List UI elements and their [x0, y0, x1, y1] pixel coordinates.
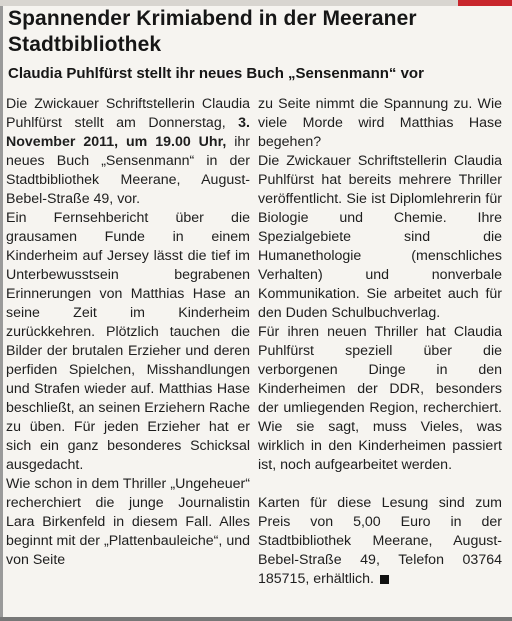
tickets-text: Karten für diese Lesung sind zum Preis von 5,00 Euro in der Stadtbibliothek Meerane, August-Bebel-Straße 49, Telefon 03764 185715, erhältlich.: [258, 495, 502, 587]
tickets-paragraph: [258, 494, 502, 589]
bottom-page-edge: [0, 617, 512, 621]
headline: Spannender Krimiabend in der Meeraner Stadtbibliothek: [8, 7, 417, 56]
article-column-left: [6, 95, 250, 570]
article-column-right: [258, 95, 502, 589]
red-corner-stripe: [458, 0, 512, 6]
intro-paragraph: [6, 95, 250, 209]
research-paragraph: Für ihren neuen Thriller hat Claudia Puhlfürst speziell über die verborgenen Dinge in den Kinderheimen der DDR, besonders der umliegenden Region, recherchiert. Wie sie sagt, muss Vieles, was wirklich in den Kinderheimen passiert ist, noch aufgearbeitet werden.: [258, 324, 502, 473]
end-of-article-square-icon: [380, 575, 389, 584]
plot-paragraph: Ein Fernsehbericht über die grausamen Funde in einem Kinderheim auf Jersey lässt die tief im Unterbewusstsein begrabenen Erinnerungen von Matthias Hase an seine Zeit im Kinderheim zurückkehren. Plötzlich tauchen die Bilder der brutalen Erzieher und deren perfiden Spielchen, Misshandlungen und Strafen wieder auf. Matthias Hase beschließt, an seinen Erziehern Rache zu üben. Für jeden Erzieher hat er sich ein ganz besonderes Schicksal ausgedacht.: [6, 210, 250, 473]
journalist-paragraph: Wie schon in dem Thriller „Ungeheuer“ recherchiert die junge Journalistin Lara Birkenfeld in diesem Fall. Alles beginnt mit der „Plattenbauleiche“, und von Seite: [6, 476, 250, 568]
author-bio-paragraph: Die Zwickauer Schriftstellerin Claudia Puhlfürst hat bereits mehrere Thriller veröffentlicht. Sie ist Diplomlehrerin für Biologie und Chemie. Ihre Spezialgebiete sind die Humanethologie (menschliches Verhalten) und nonverbale Kommunikation. Sie arbeitet auch für den Duden Schulbuchverlag.: [258, 153, 502, 321]
intro-text-a: Die Zwickauer Schriftstellerin Claudia Puhlfürst stellt am Donnerstag,: [6, 96, 250, 131]
event-date: 3. November 2011, um 19.00 Uhr,: [6, 115, 250, 150]
intro-text-b: ihr neues Buch „Sensenmann“ in der Stadtbibliothek Meerane, August-Bebel-Straße 49, vor.: [6, 134, 250, 207]
subheadline: Claudia Puhlfürst stellt ihr neues Buch „Sensenmann“ vor: [8, 65, 424, 82]
paragraph-gap: [258, 475, 502, 494]
continuation-paragraph: zu Seite nimmt die Spannung zu. Wie viele Morde wird Matthias Hase begehen?: [258, 96, 502, 150]
